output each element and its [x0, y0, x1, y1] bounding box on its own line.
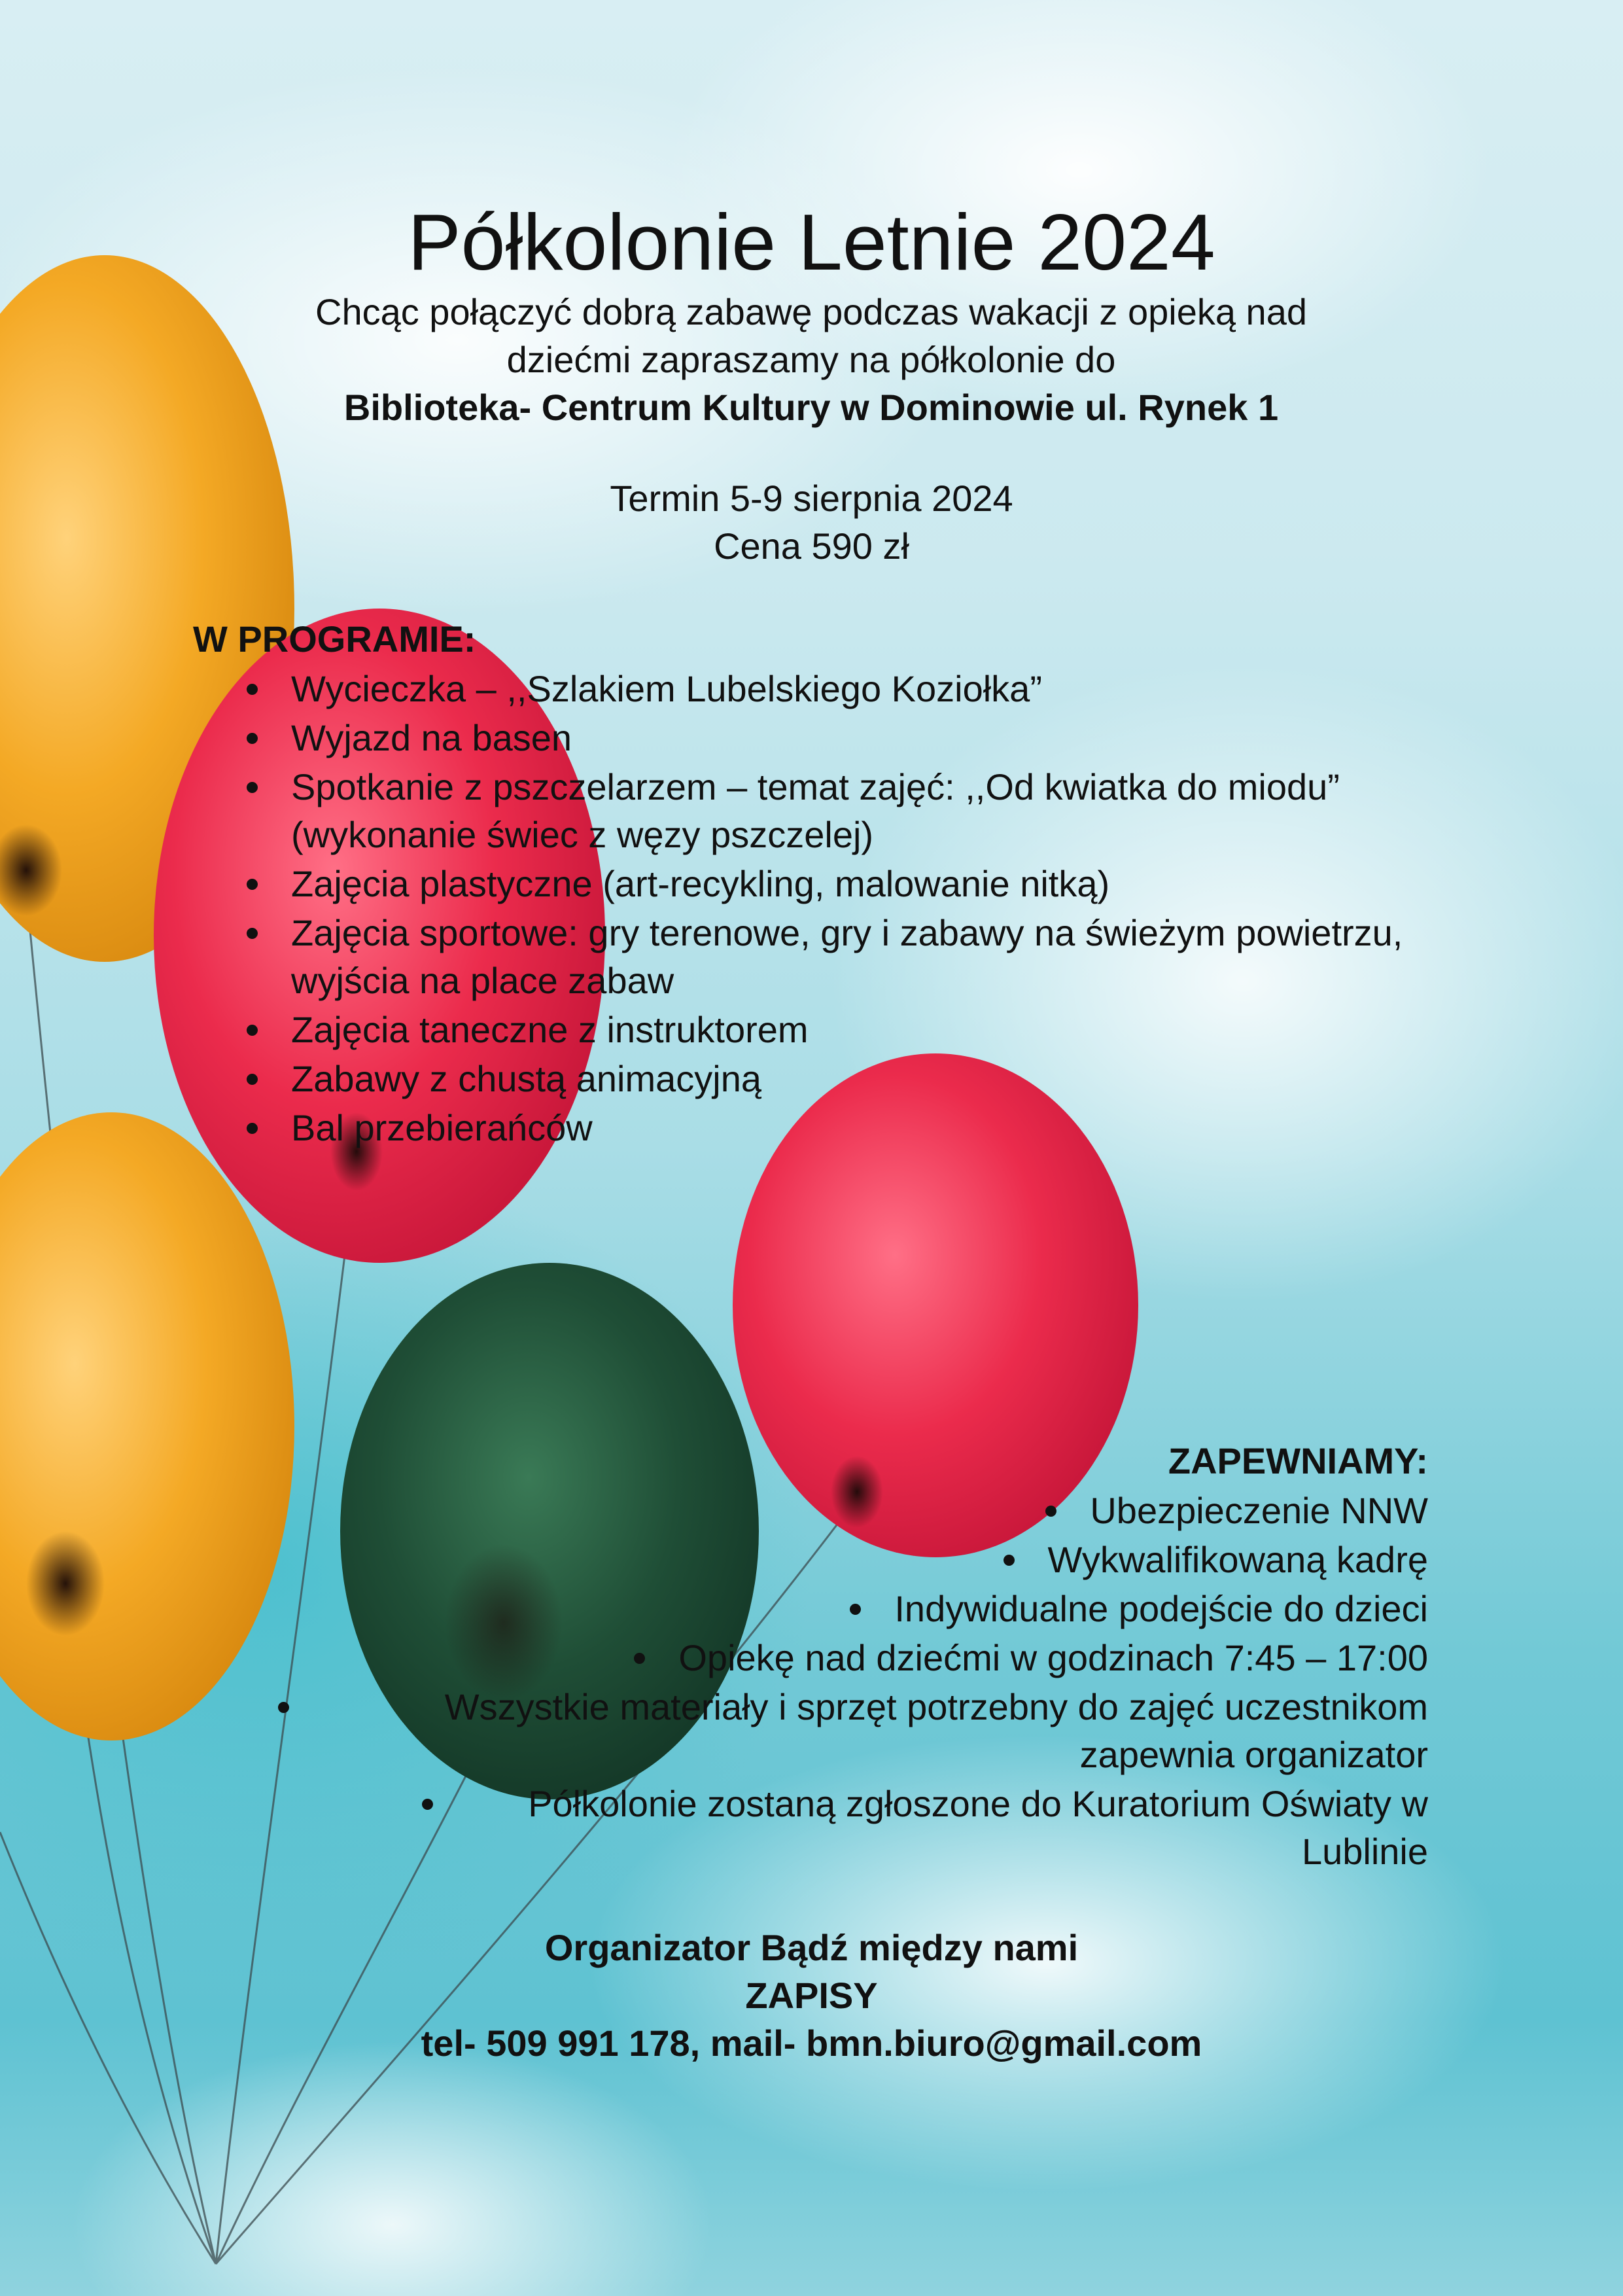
event-price: Cena 590 zł: [714, 525, 909, 567]
program-item: Wycieczka – ,,Szlakiem Lubelskiego Koziołka”: [291, 665, 1403, 713]
program-item: Zajęcia taneczne z instruktorem: [291, 1006, 1403, 1053]
event-details: [0, 474, 1623, 570]
guarantee-item: [185, 1487, 1428, 1534]
poster-title: Półkolonie Letnie 2024: [408, 198, 1215, 287]
organizer-name: Organizator Bądź między nami: [544, 1927, 1079, 1968]
guarantee-item: [185, 1585, 1428, 1633]
program-item: Zabawy z chustą animacyjną: [291, 1055, 1403, 1103]
venue-address: Biblioteka- Centrum Kultury w Dominowie ul. Rynek 1: [343, 387, 1279, 428]
program-item: Bal przebierańców: [291, 1104, 1403, 1152]
organizer-info: [0, 1924, 1623, 2067]
guarantee-item: [185, 1634, 1428, 1682]
program-item: Wyjazd na basen: [291, 714, 1403, 762]
guarantee-text: Półkolonie zostaną zgłoszone do Kuratorium Oświaty w Lublinie: [466, 1780, 1428, 1875]
guarantee-text: Indywidualne podejście do dzieci: [894, 1585, 1428, 1633]
event-term: Termin 5-9 sierpnia 2024: [610, 478, 1013, 519]
guarantee-item: [185, 1780, 1428, 1875]
guarantee-text: Ubezpieczenie NNW: [1090, 1487, 1428, 1534]
program-item: Zajęcia sportowe: gry terenowe, gry i zabawy na świeżym powietrzu, wyjścia na place zabaw: [291, 909, 1403, 1004]
guarantee-text: Wszystkie materiały i sprzęt potrzebny do zajęć uczestnikom zapewnia organizator: [323, 1683, 1428, 1778]
program-item: Spotkanie z pszczelarzem – temat zajęć: ,,Od kwiatka do miodu” (wykonanie świec z węzy pszczelej): [291, 763, 1403, 858]
intro-line-2: dziećmi zapraszamy na półkolonie do: [506, 339, 1116, 380]
guarantee-item: [185, 1683, 1428, 1778]
guarantee-text: Wykwalifikowaną kadrę: [1048, 1536, 1429, 1583]
guarantee-item: [185, 1536, 1428, 1583]
program-list: [291, 665, 1403, 1153]
program-item: Zajęcia plastyczne (art-recykling, malowanie nitką): [291, 860, 1403, 908]
guarantees-list: [185, 1487, 1428, 1877]
contact-info: tel- 509 991 178, mail- bmn.biuro@gmail.com: [421, 2022, 1202, 2064]
signup-heading: ZAPISY: [745, 1975, 878, 2016]
guarantee-text: Opiekę nad dziećmi w godzinach 7:45 – 17:00: [678, 1634, 1428, 1682]
program-heading: W PROGRAMIE:: [193, 618, 476, 660]
guarantees-heading: ZAPEWNIAMY:: [1168, 1440, 1428, 1481]
intro-text: [222, 288, 1400, 431]
intro-line-1: Chcąc połączyć dobrą zabawę podczas wakacji z opieką nad: [315, 291, 1307, 332]
